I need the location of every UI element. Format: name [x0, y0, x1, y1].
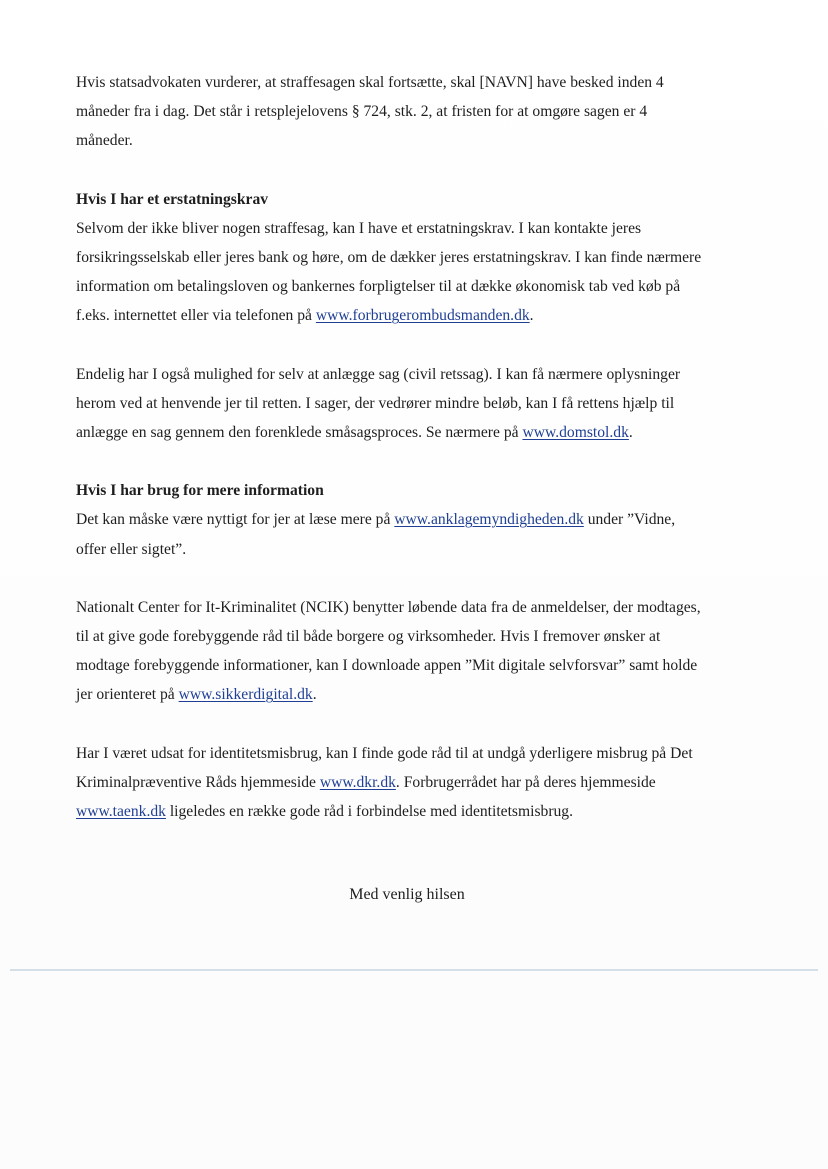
- text-fragment: f.eks. internettet eller via telefonen på: [76, 307, 316, 325]
- text-fragment: . Forbrugerrådet har på deres hjemmeside: [395, 773, 656, 791]
- text-fragment: .: [312, 686, 317, 704]
- letter-body: [76, 68, 756, 855]
- section-heading-more-information: Hvis I har brug for mere information: [76, 482, 324, 500]
- text-line: måneder fra i dag. Det står i retsplejelovens § 724, stk. 2, at fristen for at omgøre sagen er 4: [76, 103, 648, 121]
- section-more-information: [76, 476, 756, 564]
- text-line: Hvis statsadvokaten vurderer, at straffesagen skal fortsætte, skal [NAVN] have besked inden 4: [76, 74, 664, 91]
- text-line: [76, 505, 756, 534]
- paragraph-deadline: [76, 68, 756, 156]
- text-line: [76, 768, 756, 797]
- text-line: Endelig har I også mulighed for selv at anlægge sag (civil retssag). I kan få nærmere oplysninger: [76, 365, 681, 383]
- text-line: herom ved at henvende jer til retten. I sager, der vedrører mindre beløb, kan I få rettens hjælp til: [76, 394, 675, 412]
- text-line: til at give gode forebyggende råd til både borgere og virksomheder. Hvis I fremover ønsker at: [76, 628, 661, 646]
- text-fragment: jer orienteret på: [76, 686, 179, 704]
- section-compensation: [76, 185, 756, 331]
- link-domstol[interactable]: www.domstol.dk: [522, 424, 629, 442]
- text-line: Nationalt Center for It-Kriminalitet (NCIK) benytter løbende data fra de anmeldelser, der modtages,: [76, 598, 701, 616]
- text-line: [76, 301, 756, 330]
- text-fragment: .: [529, 307, 534, 325]
- text-line: [76, 418, 756, 447]
- link-forbrugerombudsmanden[interactable]: www.forbrugerombudsmanden.dk: [315, 307, 530, 325]
- text-line: måneder.: [76, 132, 133, 150]
- link-anklagemyndigheden[interactable]: www.anklagemyndigheden.dk: [394, 511, 584, 529]
- text-fragment: Kriminalpræventive Råds hjemmeside: [76, 773, 320, 791]
- page-divider: [10, 969, 818, 971]
- text-fragment: ligeledes en række gode råd i forbindelse med identitetsmisbrug.: [165, 803, 574, 821]
- text-fragment: anlægge en sag gennem den forenklede småsagsproces. Se nærmere på: [76, 424, 523, 442]
- closing-greeting: Med venlig hilsen: [349, 886, 465, 903]
- paragraph-civil-case: [76, 360, 756, 448]
- paragraph-identity-misuse: [76, 739, 756, 827]
- text-line: offer eller sigtet”.: [76, 540, 187, 558]
- text-fragment: .: [628, 424, 633, 442]
- text-line: modtage forebyggende informationer, kan I downloade appen ”Mit digitale selvforsvar” samt holde: [76, 657, 698, 675]
- link-dkr[interactable]: www.dkr.dk: [319, 773, 396, 791]
- section-heading-compensation: Hvis I har et erstatningskrav: [76, 190, 269, 208]
- text-line: Selvom der ikke bliver nogen straffesag, kan I have et erstatningskrav. I kan kontakte jeres: [76, 219, 642, 237]
- link-taenk[interactable]: www.taenk.dk: [76, 803, 166, 821]
- text-line: [76, 680, 756, 709]
- text-fragment: Det kan måske være nyttigt for jer at læse mere på: [76, 511, 395, 529]
- text-line: information om betalingsloven og bankernes forpligtelser til at dække økonomisk tab ved køb på: [76, 278, 681, 296]
- text-line: forsikringsselskab eller jeres bank og høre, om de dækker jeres erstatningskrav. I kan finde nærmere: [76, 249, 702, 267]
- paragraph-ncik: [76, 593, 756, 710]
- text-line: Har I været udsat for identitetsmisbrug, kan I finde gode råd til at undgå yderligere misbrug på Det: [76, 744, 693, 762]
- link-sikkerdigital[interactable]: www.sikkerdigital.dk: [178, 686, 313, 704]
- text-fragment: under ”Vidne,: [583, 511, 676, 529]
- blank-lower-area: [0, 972, 828, 1169]
- text-line: [76, 797, 756, 826]
